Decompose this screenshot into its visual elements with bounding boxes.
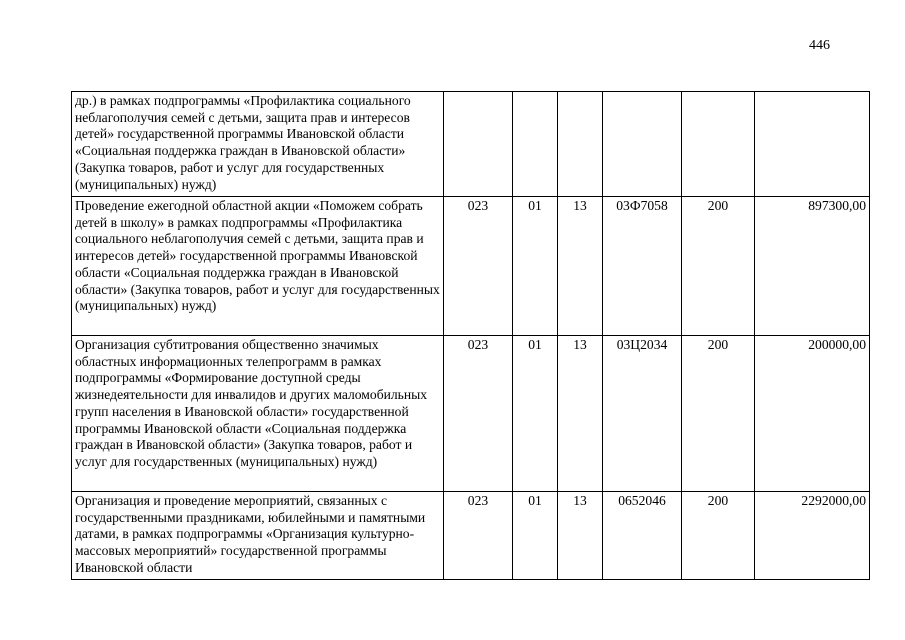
target-article-code — [603, 92, 682, 197]
expense-type-code — [682, 92, 755, 197]
row-description: Организация субтитрования общественно значимых областных информационных телепрограмм в рамках подпрограммы «Формирование доступной среды жизнедеятельности для инвалидов и других маломобильных групп населения в Ивановской области» государственной программы Ивановской области «Социальная поддержка граждан в Ивановской области» (Закупка товаров, работ и услуг для государственных (муниципальных) нужд) — [72, 336, 444, 492]
target-article-code: 03Ц2034 — [603, 336, 682, 492]
subsection-code: 13 — [558, 492, 603, 580]
amount-value: 200000,00 — [755, 336, 870, 492]
section-code: 01 — [513, 336, 558, 492]
expense-type-code: 200 — [682, 336, 755, 492]
target-article-code: 03Ф7058 — [603, 197, 682, 336]
amount-value: 897300,00 — [755, 197, 870, 336]
expense-type-code: 200 — [682, 492, 755, 580]
ministry-code: 023 — [444, 492, 513, 580]
amount-value: 2292000,00 — [755, 492, 870, 580]
target-article-code: 0652046 — [603, 492, 682, 580]
section-code: 01 — [513, 197, 558, 336]
page-number: 446 — [809, 38, 830, 53]
ministry-code: 023 — [444, 197, 513, 336]
subsection-code: 13 — [558, 197, 603, 336]
subsection-code: 13 — [558, 336, 603, 492]
table-row — [72, 492, 870, 580]
ministry-code: 023 — [444, 336, 513, 492]
ministry-code — [444, 92, 513, 197]
amount-value — [755, 92, 870, 197]
table-row — [72, 92, 870, 197]
section-code — [513, 92, 558, 197]
row-description: др.) в рамках подпрограммы «Профилактика социального неблагополучия семей с детьми, защита прав и интересов детей» государственной программы Ивановской области «Социальная поддержка граждан в Ивановской области» (Закупка товаров, работ и услуг для государственных (муниципальных) нужд) — [72, 92, 444, 197]
row-description: Проведение ежегодной областной акции «Поможем собрать детей в школу» в рамках подпрограммы «Профилактика социального неблагополучия семей с детьми, защита прав и интересов детей» государственной программы Ивановской области «Социальная поддержка граждан в Ивановской области» (Закупка товаров, работ и услуг для государственных (муниципальных) нужд) — [72, 197, 444, 336]
table-row — [72, 197, 870, 336]
expense-type-code: 200 — [682, 197, 755, 336]
budget-table — [71, 91, 870, 580]
section-code: 01 — [513, 492, 558, 580]
table-row — [72, 336, 870, 492]
row-description: Организация и проведение мероприятий, связанных с государственными праздниками, юбилейными и памятными датами, в рамках подпрограммы «Организация культурно-массовых мероприятий» государственной программы Ивановской области — [72, 492, 444, 580]
subsection-code — [558, 92, 603, 197]
